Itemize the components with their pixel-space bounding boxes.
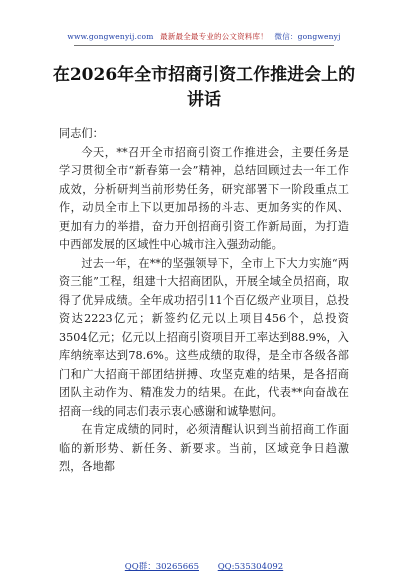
header-slogan: 最新最全最专业的公文资料库！ xyxy=(160,32,268,41)
paragraph: 今天，**召开全市招商引资工作推进会，主要任务是学习贯彻全市“新春第一会”精神，总结回顾过去一年工作成效，分析研判当前形势任务，研究部署下一阶段重点工作，动员全市上下以更加昂扬的斗志、更加务实的作风、更加有力的举措，奋力开创招商引资工作新局面，为打造中西部发展的区域性中心城市注入强劲动能。 xyxy=(59,145,349,251)
paragraph: 在肯定成绩的同时，必须清醒认识到当前招商工作面临的新形势、新任务、新要求。当前，区域竞争日趋激烈，各地都 xyxy=(59,423,349,473)
page-header xyxy=(0,31,408,42)
site-url[interactable]: www.gongwenyij.com xyxy=(67,32,154,41)
page-footer xyxy=(0,560,408,572)
wechat-id: 微信：gongwenyj xyxy=(274,32,341,41)
title-line-1: 在2026年全市招商引资工作推进会上的 xyxy=(52,65,356,85)
salutation: 同志们： xyxy=(59,127,104,140)
qq-group-link[interactable]: QQ群：30265665 xyxy=(124,562,199,572)
qq-contact-link[interactable]: QQ:535304092 xyxy=(217,562,284,572)
header-divider xyxy=(74,45,334,46)
document-body xyxy=(59,125,349,477)
document-title xyxy=(40,63,368,113)
title-line-2: 讲话 xyxy=(187,90,221,110)
paragraph: 过去一年，在**的坚强领导下，全市上下大力实施“两资三能”工程，组建十大招商团队，开展全域全员招商，取得了优异成绩。全年成功招引11个百亿级产业项目，总投资达2223亿元；新签约亿元以上项目456个，总投资3504亿元；亿元以上招商引资项目开工率达到88.9%，入库纳统率达到78.6%。这些成绩的取得，是全市各级各部门和广大招商干部团结拼搏、攻坚克难的结果，是各招商团队主动作为、精准发力的结果。在此，代表**向奋战在招商一线的同志们表示衷心感谢和诚挚慰问。 xyxy=(59,256,349,418)
